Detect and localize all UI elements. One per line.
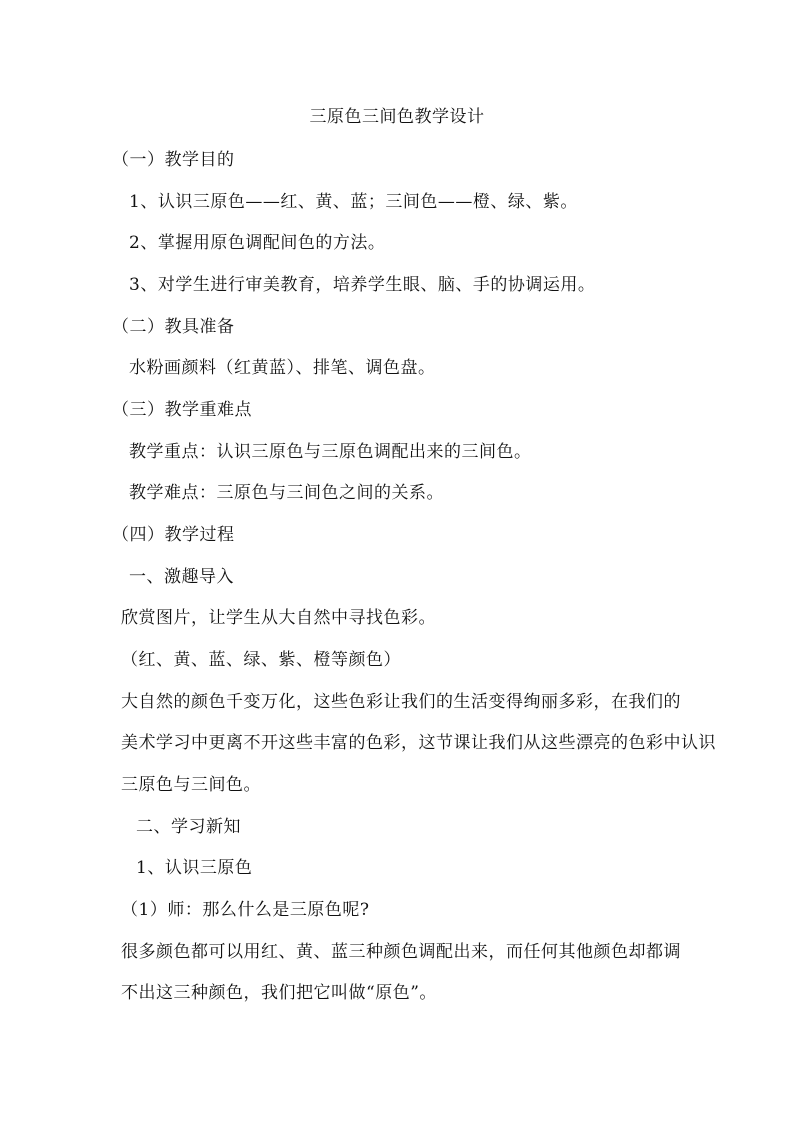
subheading-primary-colors: 1、认识三原色 [136, 858, 253, 878]
heading-key-points: （三）教学重难点 [112, 400, 252, 420]
objective-3: 3、对学生进行审美教育，培养学生眼、脑、手的协调运用。 [129, 275, 596, 295]
heading-process: （四）教学过程 [112, 525, 235, 545]
objective-1: 1、认识三原色——红、黄、蓝；三间色——橙、绿、紫。 [129, 192, 578, 212]
heading-materials: （二）教具准备 [112, 317, 235, 337]
paragraph-line: 大自然的颜色千变万化，这些色彩让我们的生活变得绚丽多彩，在我们的 [121, 692, 681, 712]
objective-2: 2、掌握用原色调配间色的方法。 [129, 233, 386, 253]
paragraph-line: 不出这三种颜色，我们把它叫做“原色”。 [121, 983, 437, 1003]
process-step-new-knowledge: 二、学习新知 [136, 817, 241, 837]
paragraph-line: 三原色与三间色。 [121, 775, 261, 795]
materials-text: 水粉画颜料（红黄蓝）、排笔、调色盘。 [129, 358, 436, 378]
process-step-intro: 一、激趣导入 [129, 567, 234, 587]
teacher-question: （1）师：那么什么是三原色呢? [121, 900, 370, 920]
paragraph-line: 美术学习中更离不开这些丰富的色彩，这节课让我们从这些漂亮的色彩中认识 [121, 733, 716, 753]
heading-objectives: （一）教学目的 [112, 150, 235, 170]
paragraph-line: 很多颜色都可以用红、黄、蓝三种颜色调配出来，而任何其他颜色却都调 [121, 942, 681, 962]
intro-text: 欣赏图片，让学生从大自然中寻找色彩。 [121, 608, 436, 628]
difficult-point-text: 教学难点：三原色与三间色之间的关系。 [129, 483, 444, 503]
key-point-text: 教学重点：认识三原色与三原色调配出来的三间色。 [129, 442, 532, 462]
document-title: 三原色三间色教学设计 [309, 107, 485, 127]
intro-colors: （红、黄、蓝、绿、紫、橙等颜色） [121, 650, 401, 670]
